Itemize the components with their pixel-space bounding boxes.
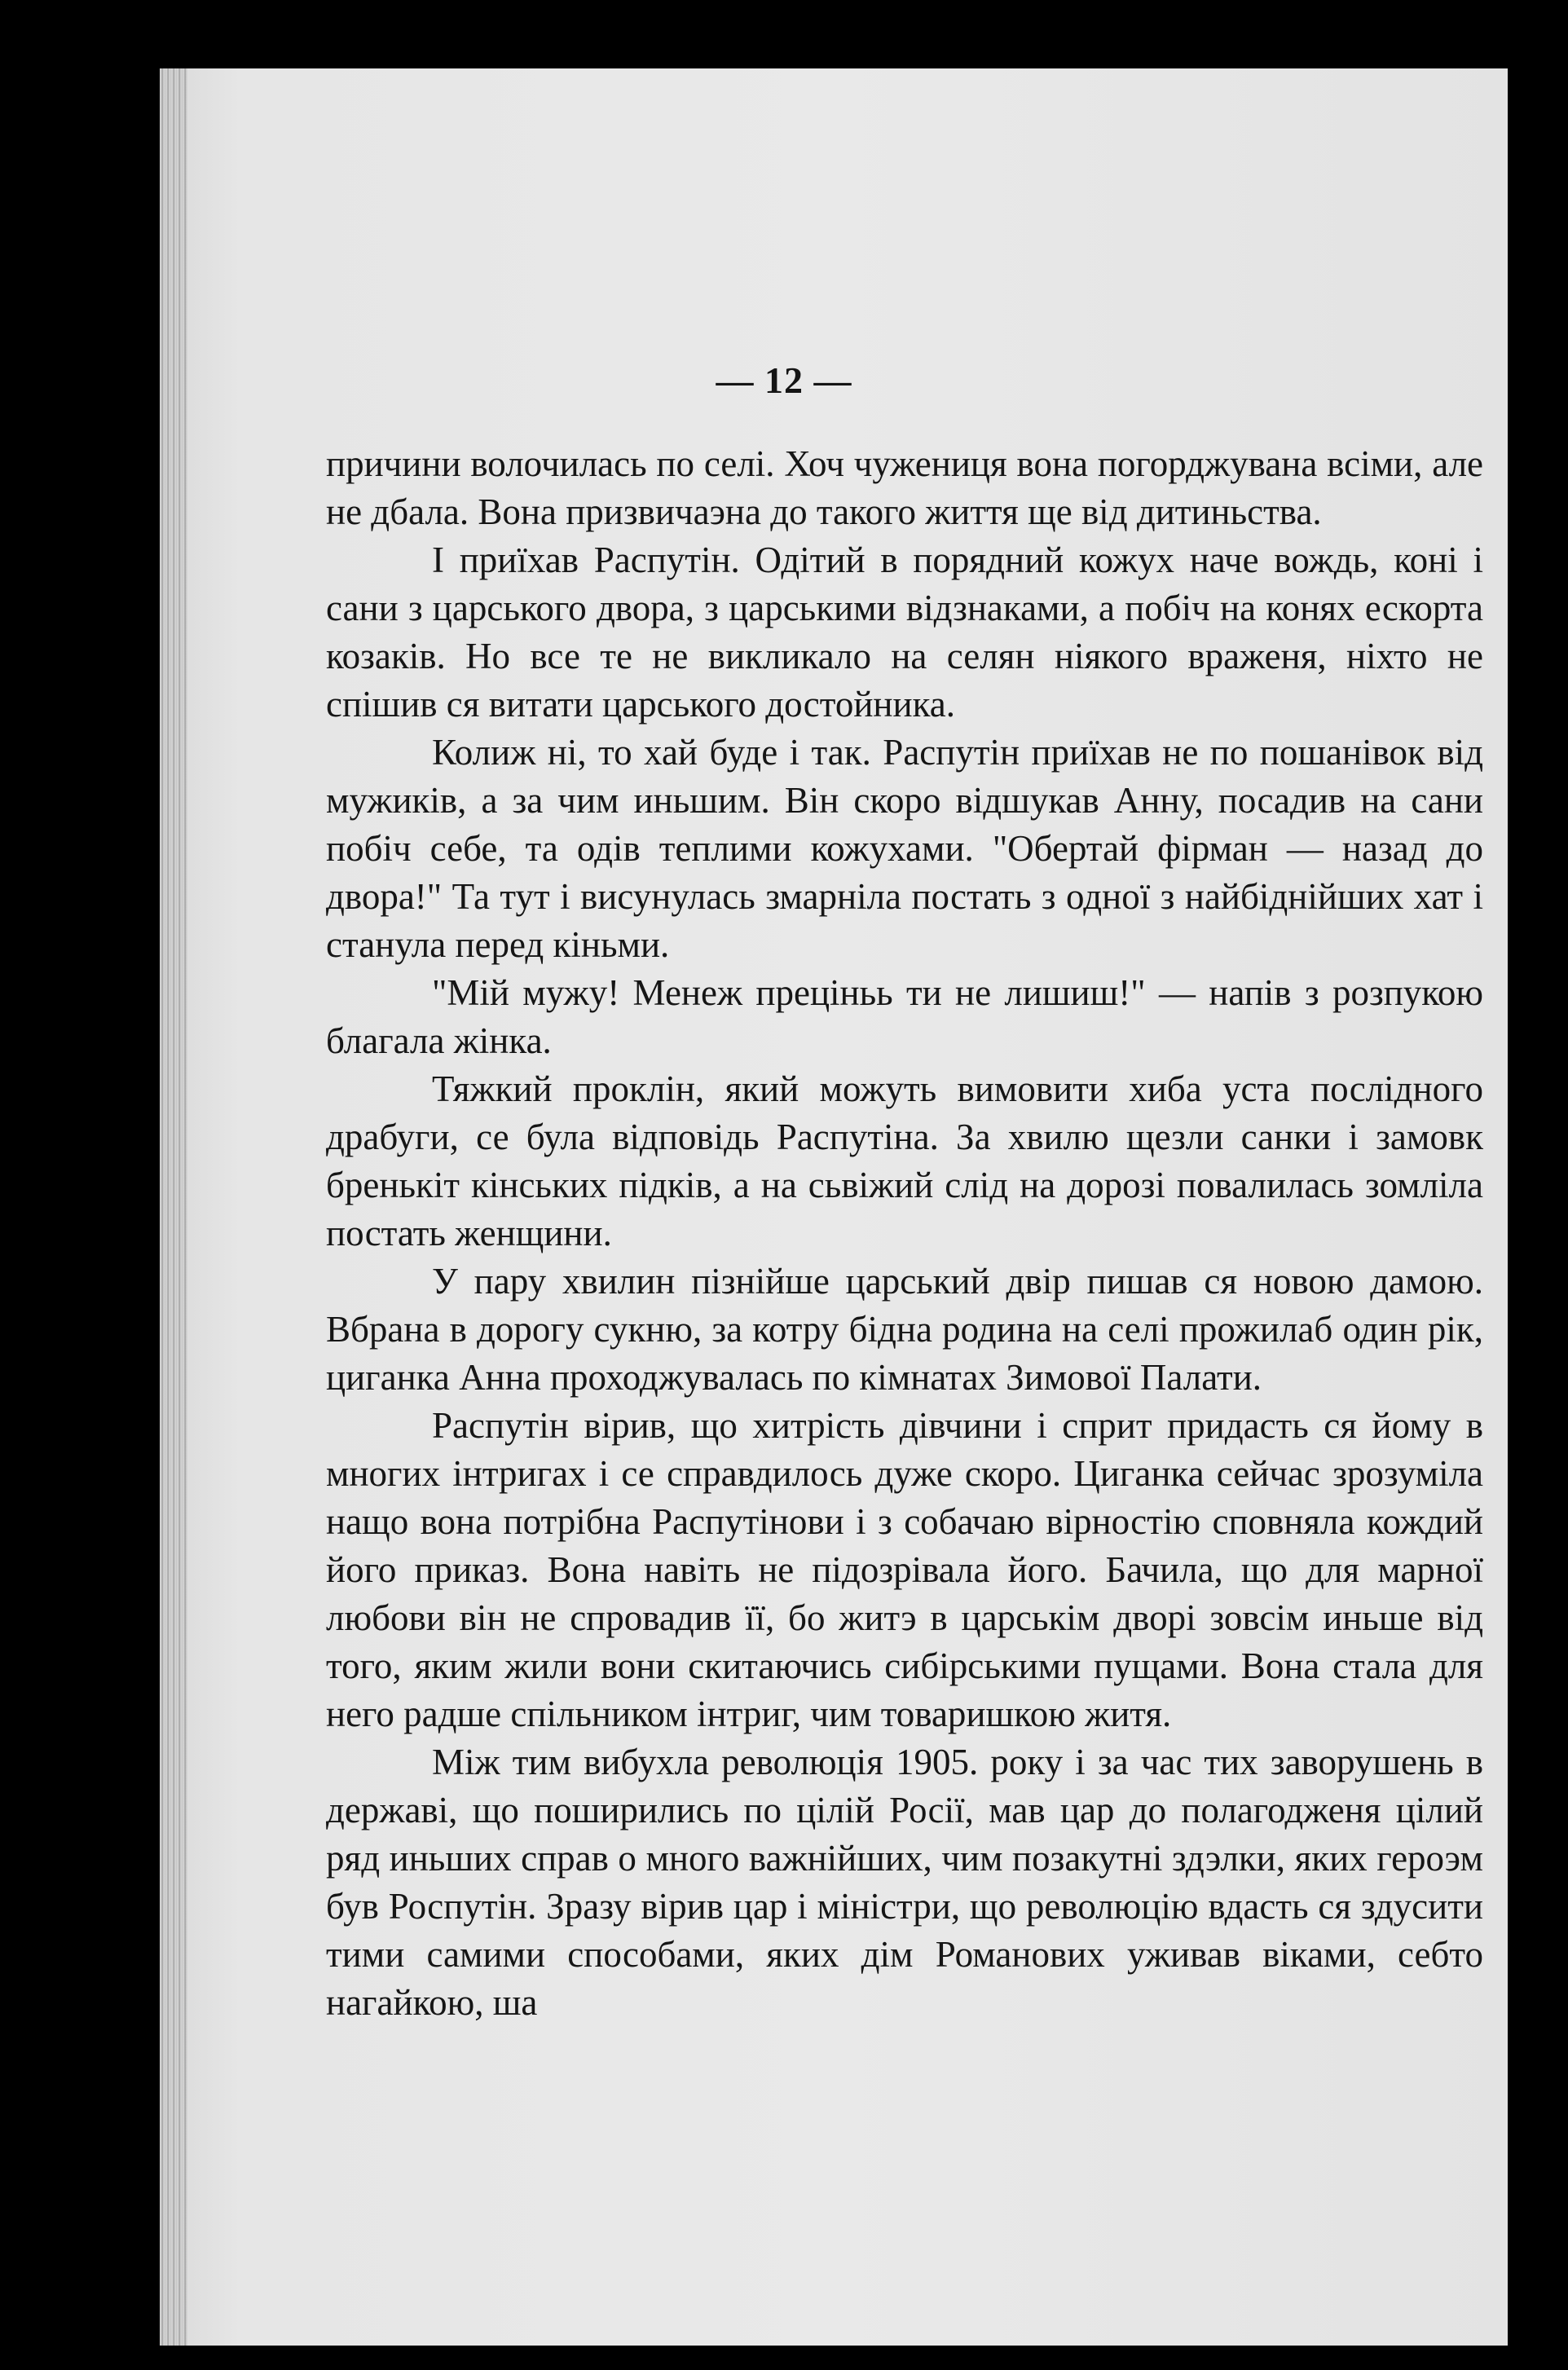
paragraph-6: У пару хвилин пізнійше царський двір пишав ся новою дамою. Вбрана в дорогу сукню, за котру бідна родина на селі прожилаб один рік, циганка Анна проходжувалась по кімнатах Зимової Палати. bbox=[326, 1261, 1483, 1398]
paragraph-5: Тяжкий проклін, який можуть вимовити хиба уста послідного драбуги, се була відповідь Распутіна. За хвилю щезли санки і замовк бренькіт кінських підків, а на сьвіжий слід на дорозі повалилась зомліла постать женщини. bbox=[326, 1068, 1483, 1253]
paragraph-2: І приїхав Распутін. Одітий в порядний кожух наче вождь, коні і сани з царського двора, з царськими відзнаками, а побіч на конях ескорта козаків. Но все те не викликало на селян ніякого враженя, ніхто не спішив ся витати царського достойника. bbox=[326, 540, 1483, 725]
body-text bbox=[326, 440, 1483, 2027]
paragraph-1: причини волочилась по селі. Хоч чужениця вона погорджувана всіми, але не дбала. Вона призвичаэна до такого життя ще від дитиньства. bbox=[326, 443, 1483, 532]
book-spine-edge bbox=[160, 68, 187, 2346]
paragraph-4: "Мій мужу! Менеж преціньь ти не лишиш!" — напів з розпукою благала жінка. bbox=[326, 972, 1483, 1061]
paragraph-3: Колиж ні, то хай буде і так. Распутін приїхав не по пошанівок від мужиків, а за чим иньшим. Він скоро відшукав Анну, посадив на сани побіч себе, та одів теплими кожухами. "Обертай фірман — назад до двора!" Та тут і висунулась змарніла постать з одної з найбіднійших хат і станула перед кіньми. bbox=[326, 732, 1483, 965]
paragraph-7: Распутін вірив, що хитрість дівчини і сприт придасть ся йому в многих інтригах і се справдилось дуже скоро. Циганка сейчас зрозуміла нащо вона потрібна Распутінови і з собачаю вірностію сповняла кождий його приказ. Вона навіть не підозрівала його. Бачила, що для марної любови він не спровадив її, бо житэ в царськім дворі зовсім иньше від того, яким жили вони скитаючись сибірськими пущами. Вона стала для него радше спільником інтриг, чим товаришкою житя. bbox=[326, 1405, 1483, 1734]
page-number: — 12 — bbox=[716, 359, 852, 401]
paragraph-8: Між тим вибухла революція 1905. року і за час тих заворушень в державі, що поширились по цілій Росії, мав цар до полагодженя цілий ряд иньших справ о много важнійших, чим позакутні здэлки, яких героэм був Роспутін. Зразу вірив цар і міністри, що революцію вдасть ся здусити тими самими способами, яких дім Романових уживав віками, себто нагайкою, ша bbox=[326, 1742, 1483, 2023]
